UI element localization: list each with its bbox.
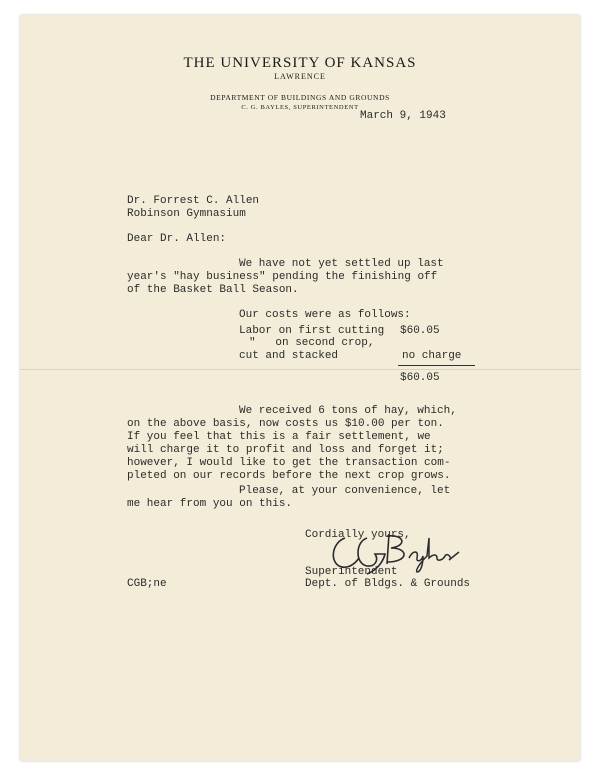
cost-label: Labor on first cutting [239,325,385,337]
costs-intro: Our costs were as follows: [239,309,411,321]
cost-amount: $60.05 [400,325,440,337]
typist-initials: CGB;ne [127,578,167,590]
letter-date: March 9, 1943 [360,110,446,122]
paragraph2-line: If you feel that this is a fair settlement, we [127,431,431,443]
paragraph3-line: me hear from you on this. [127,498,293,510]
cost-label: cut and stacked [239,350,339,362]
letterhead-superintendent: C. G. BAYLES, SUPERINTENDENT [241,104,359,111]
closing: Cordially yours, [305,529,411,541]
paragraph3-line: Please, at your convenience, let [239,485,451,497]
letterhead-city: LAWRENCE [274,72,326,81]
signer-department: Dept. of Bldgs. & Grounds [305,578,471,590]
paragraph1-line: We have not yet settled up last [239,258,444,270]
cost-sum-underline [398,365,475,366]
signer-title: Superintendent [305,566,398,578]
paragraph2-line: We received 6 tons of hay, which, [239,405,457,417]
cost-label: " on second crop, [249,337,375,349]
paragraph2-line: however, I would like to get the transaction com- [127,457,451,469]
paragraph2-line: on the above basis, now costs us $10.00 per ton. [127,418,444,430]
letterhead-title: THE UNIVERSITY OF KANSAS [183,55,417,71]
paragraph2-line: pleted on our records before the next crop grows. [127,470,451,482]
cost-amount: no charge [402,350,462,362]
paragraph2-line: will charge it to profit and loss and forget it; [127,444,444,456]
recipient-location: Robinson Gymnasium [127,208,246,220]
letterhead-department: DEPARTMENT OF BUILDINGS AND GROUNDS [210,93,390,102]
cost-total: $60.05 [400,372,440,384]
letter-paper [20,15,580,761]
paragraph1-line: of the Basket Ball Season. [127,284,299,296]
paper-fold-line [20,369,580,370]
salutation: Dear Dr. Allen: [127,233,227,245]
paragraph1-line: year's "hay business" pending the finishing off [127,271,438,283]
recipient-name: Dr. Forrest C. Allen [127,195,260,207]
